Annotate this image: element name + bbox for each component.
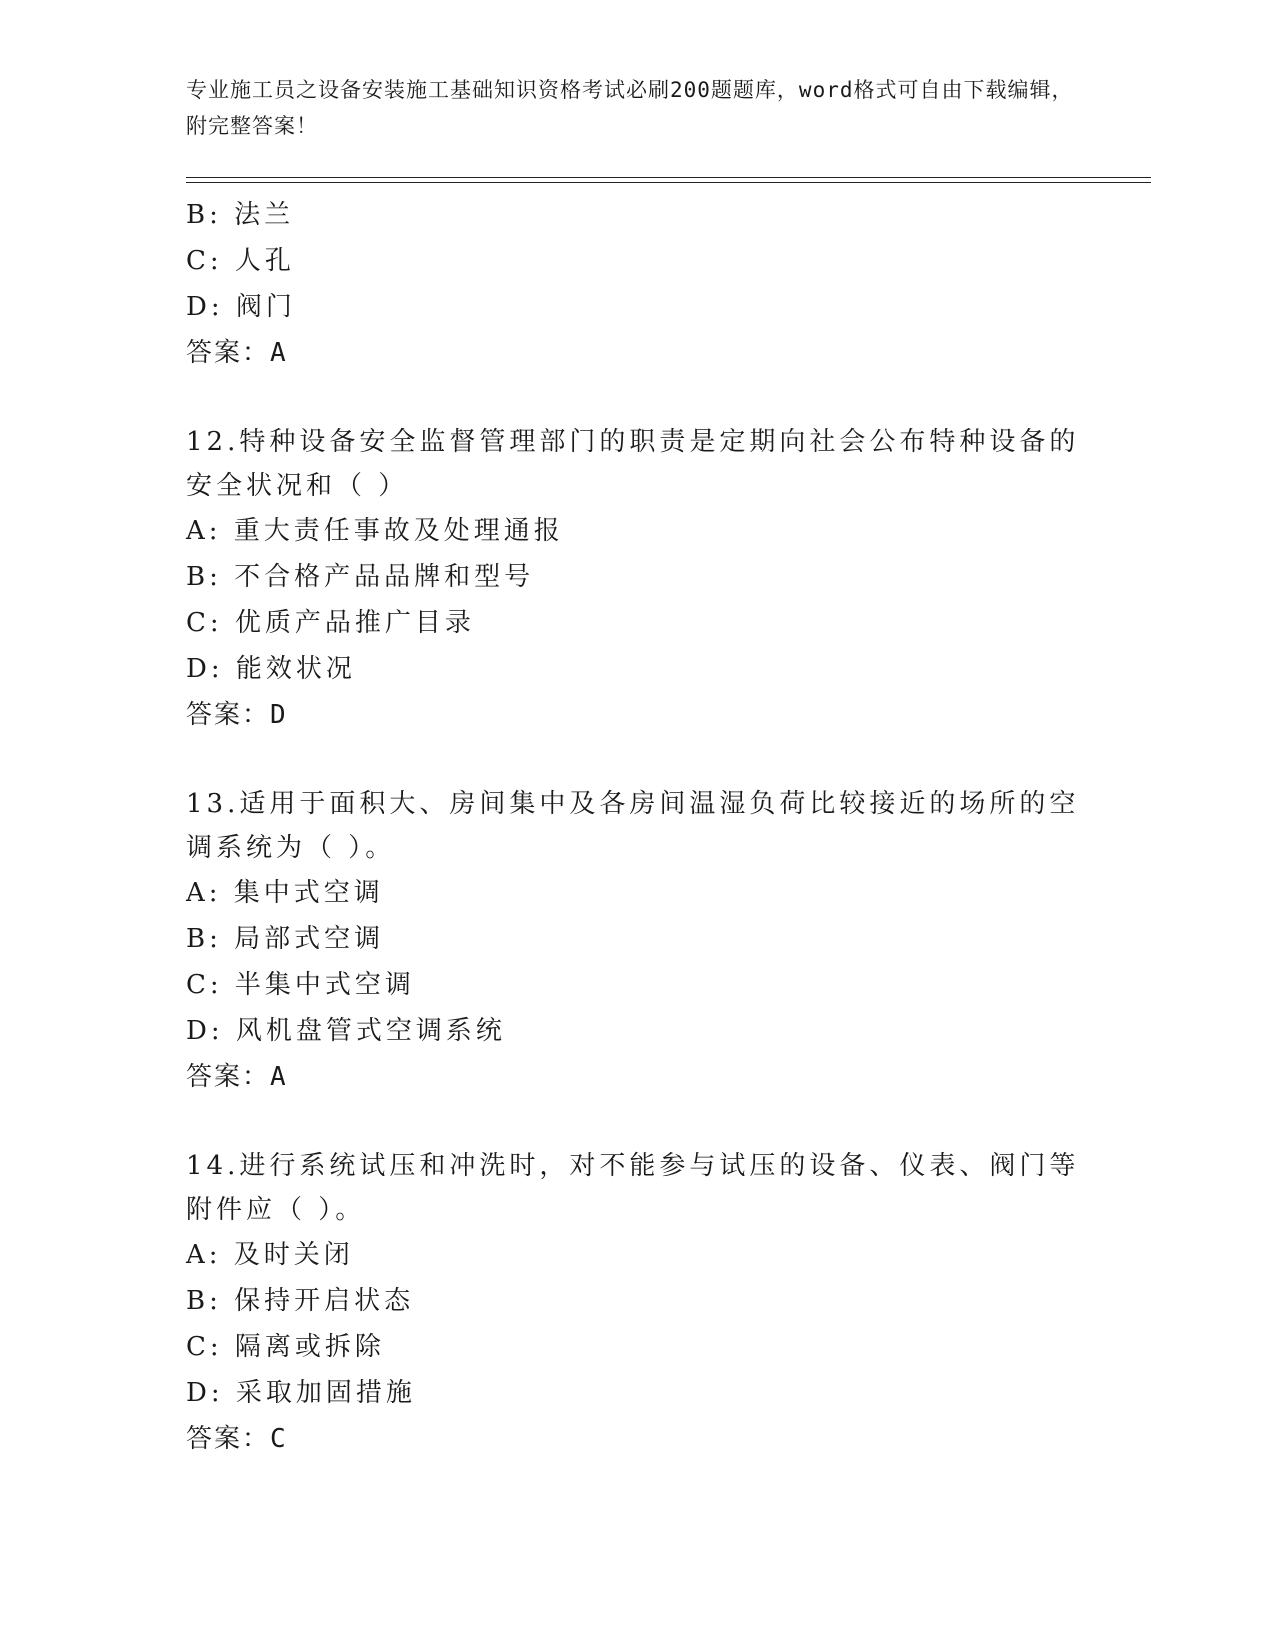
question-stem: 14.进行系统试压和冲洗时，对不能参与试压的设备、仪表、阀门等附件应（ ）。 (186, 1151, 1080, 1225)
question-stem: 13.适用于面积大、房间集中及各房间温湿负荷比较接近的场所的空调系统为（ ）。 (186, 789, 1080, 863)
question-stem: 12.特种设备安全监督管理部门的职责是定期向社会公布特种设备的安全状况和（ ） (186, 427, 1080, 501)
answer-line (186, 1416, 1086, 1462)
option-b: B: 保持开启状态 (186, 1286, 415, 1316)
option-c: C: 人孔 (186, 246, 295, 276)
option-b: B: 法兰 (186, 200, 295, 230)
answer-value: C (270, 1424, 288, 1454)
option-c: C: 优质产品推广目录 (186, 608, 475, 638)
question-12 (186, 420, 1086, 738)
header-rule-bottom (186, 182, 1151, 183)
option-a: A: 集中式空调 (186, 878, 384, 908)
answer-line (186, 1054, 1086, 1100)
option-c: C: 隔离或拆除 (186, 1332, 385, 1362)
option-c: C: 半集中式空调 (186, 970, 415, 1000)
question-11 (186, 192, 1086, 376)
document-header: 专业施工员之设备安装施工基础知识资格考试必刷200题题库，word格式可自由下载编辑，附完整答案！ (186, 78, 1074, 138)
option-d: D: 风机盘管式空调系统 (186, 1016, 506, 1046)
header-rule-top (186, 177, 1151, 178)
answer-value: A (270, 1062, 288, 1092)
option-d: D: 能效状况 (186, 654, 356, 684)
option-b: B: 不合格产品品牌和型号 (186, 562, 535, 592)
answer-value: A (270, 338, 288, 368)
answer-line (186, 692, 1086, 738)
option-d: D: 阀门 (186, 292, 296, 322)
question-list (186, 192, 1086, 1462)
option-a: A: 及时关闭 (186, 1240, 354, 1270)
answer-label: 答案： (186, 1062, 271, 1092)
answer-value: D (270, 700, 288, 730)
question-14 (186, 1144, 1086, 1462)
answer-label: 答案： (186, 700, 271, 730)
option-d: D: 采取加固措施 (186, 1378, 416, 1408)
option-a: A: 重大责任事故及处理通报 (186, 516, 564, 546)
option-b: B: 局部式空调 (186, 924, 385, 954)
answer-label: 答案： (186, 1424, 271, 1454)
answer-label: 答案： (186, 338, 271, 368)
answer-line (186, 330, 1086, 376)
question-13 (186, 782, 1086, 1100)
